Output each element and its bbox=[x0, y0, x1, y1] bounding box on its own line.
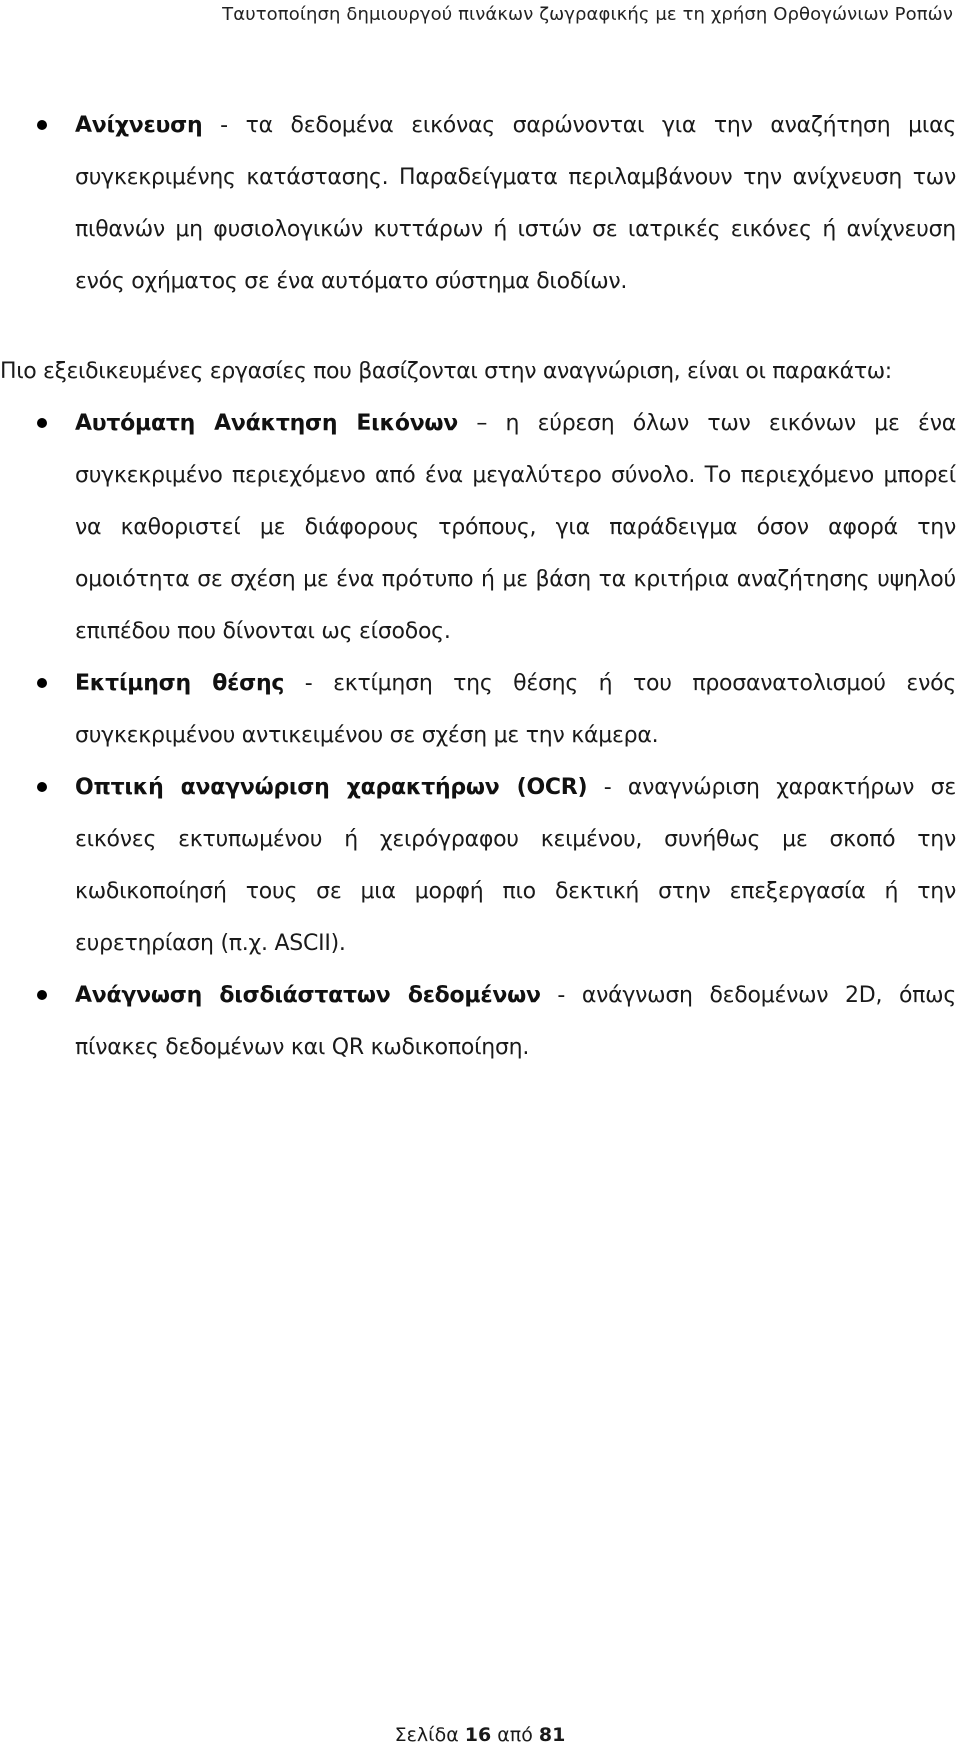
page-body bbox=[0, 100, 960, 1074]
page-word: Σελίδα bbox=[394, 1724, 459, 1746]
list-item bbox=[75, 762, 956, 970]
running-header: Ταυτοποίηση δημιουργού πινάκων ζωγραφικής με τη χρήση Ορθογώνιων Ροπών bbox=[222, 4, 953, 25]
bullet-icon bbox=[37, 782, 47, 792]
list-item-term: Εκτίμηση θέσης bbox=[75, 671, 285, 696]
list-item-term: Αυτόματη Ανάκτηση Εικόνων bbox=[75, 411, 459, 436]
of-word: από bbox=[497, 1724, 533, 1746]
list-item-text: - ανάγνωση δεδομένων 2D, όπως πίνακες δεδομένων και QR κωδικοποίηση. bbox=[75, 983, 956, 1060]
list-item-term: Ανάγνωση δισδιάστατων δεδομένων bbox=[75, 983, 541, 1008]
bullet-icon bbox=[37, 120, 47, 130]
intro-paragraph: Πιο εξειδικευμένες εργασίες που βασίζονται στην αναγνώριση, είναι οι παρακάτω: bbox=[0, 359, 892, 384]
bullet-icon bbox=[37, 418, 47, 428]
list-item-text: - αναγνώριση χαρακτήρων σε εικόνες εκτυπωμένου ή χειρόγραφου κειμένου, συνήθως με σκοπό την κωδικοποίησή τους σε μια μορφή πιο δεκτική στην επεξεργασία ή την ευρετηρίαση (π.χ. ASCII). bbox=[75, 775, 956, 956]
page-number: 16 bbox=[464, 1724, 492, 1746]
detection-list bbox=[0, 100, 960, 308]
list-item-text: – η εύρεση όλων των εικόνων με ένα συγκεκριμένο περιεχόμενο από ένα μεγαλύτερο σύνολο. Το περιεχόμενο μπορεί να καθοριστεί με διάφορους τρόπους, για παράδειγμα όσον αφορά την ομοιότητα σε σχέση με ένα πρότυπο ή με βάση τα κριτήρια αναζήτησης υψηλού επιπέδου που δίνονται ως είσοδος. bbox=[75, 411, 956, 644]
total-pages: 81 bbox=[538, 1724, 566, 1746]
bullet-icon bbox=[37, 678, 47, 688]
list-item bbox=[75, 970, 956, 1074]
list-item-term: Ανίχνευση bbox=[75, 113, 203, 138]
page-footer bbox=[0, 1724, 960, 1746]
recognition-tasks-list bbox=[0, 398, 960, 1074]
list-item-text: - τα δεδομένα εικόνας σαρώνονται για την αναζήτηση μιας συγκεκριμένης κατάστασης. Παραδείγματα περιλαμβάνουν την ανίχνευση των πιθανών μη φυσιολογικών κυττάρων ή ιστών σε ιατρικές εικόνες ή ανίχνευση ενός οχήματος σε ένα αυτόματο σύστημα διοδίων. bbox=[75, 113, 956, 294]
list-item bbox=[75, 100, 956, 308]
list-item bbox=[75, 398, 956, 658]
list-item-text: - εκτίμηση της θέσης ή του προσανατολισμού ενός συγκεκριμένου αντικειμένου σε σχέση με την κάμερα. bbox=[75, 671, 956, 748]
list-item-term: Οπτική αναγνώριση χαρακτήρων (OCR) bbox=[75, 775, 588, 800]
bullet-icon bbox=[37, 990, 47, 1000]
list-item bbox=[75, 658, 956, 762]
